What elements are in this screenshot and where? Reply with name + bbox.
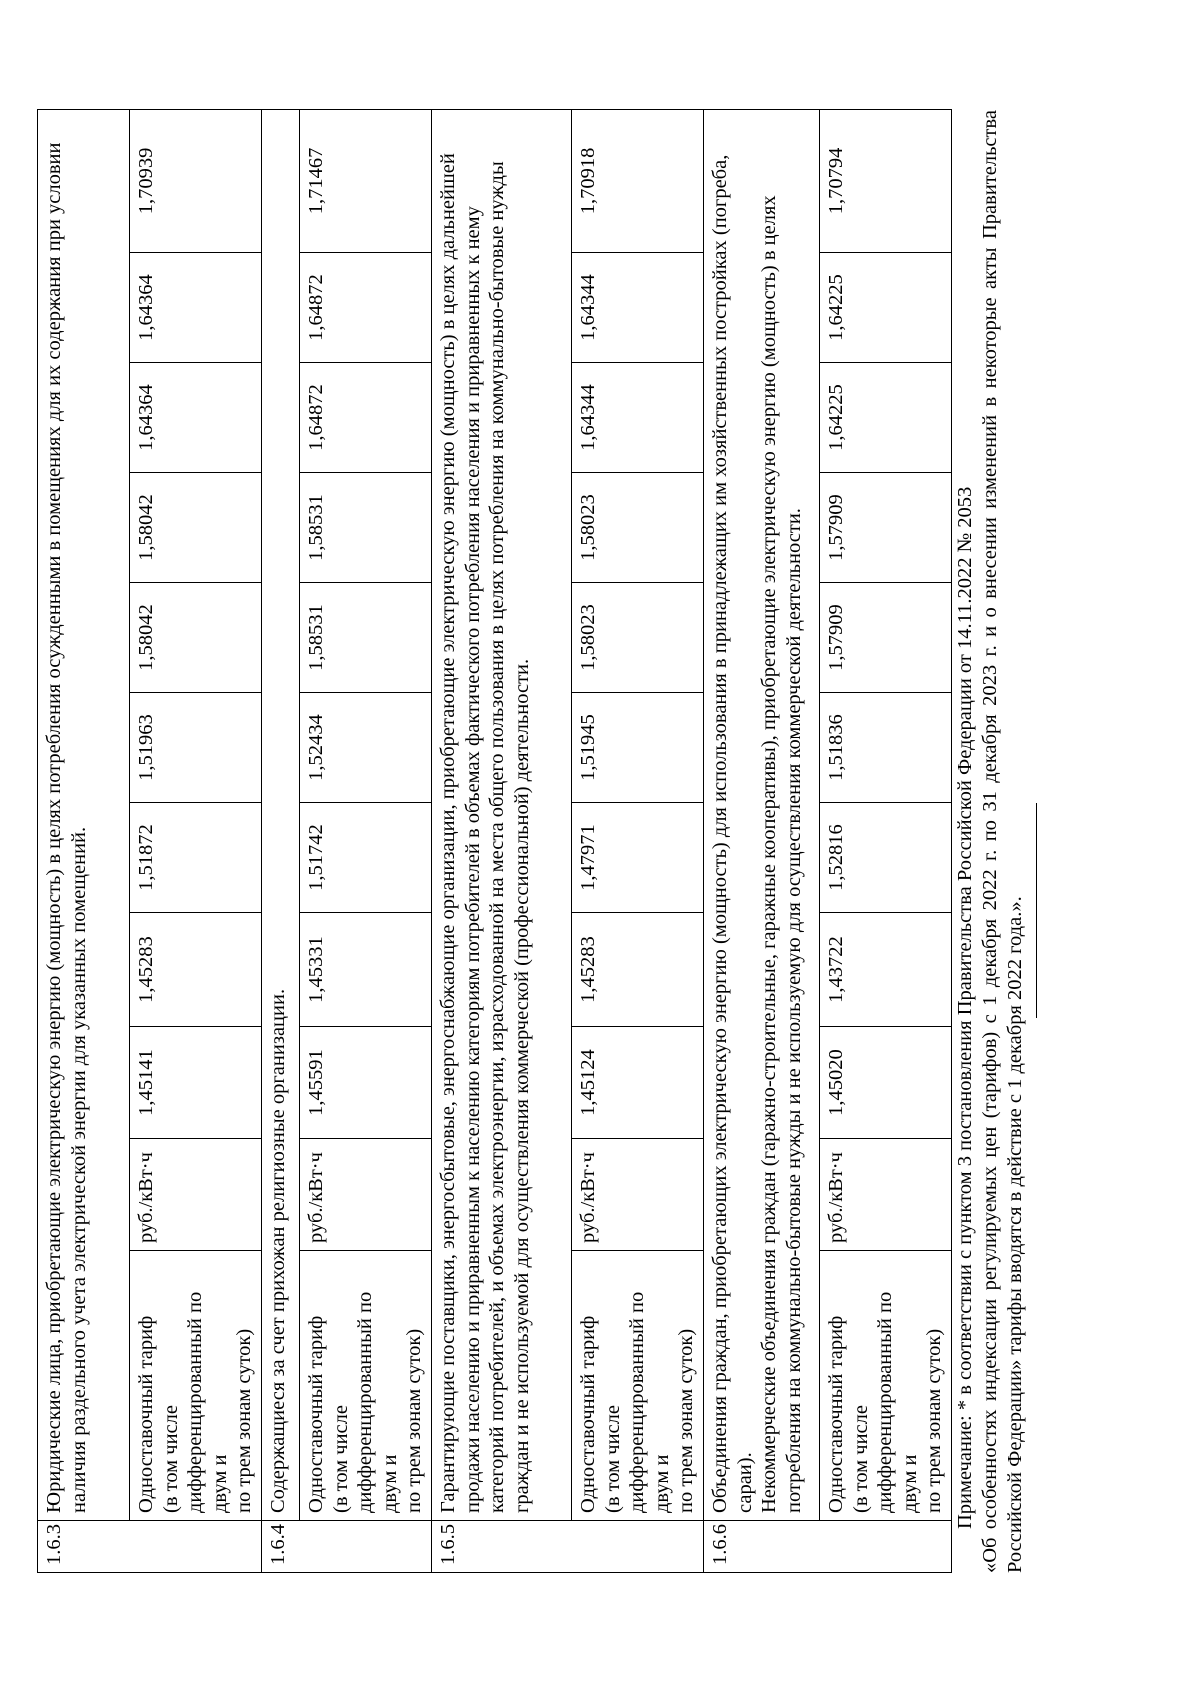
tariff-label bbox=[571, 1251, 703, 1521]
value-cell: 1,64364 bbox=[130, 253, 262, 363]
value-cell: 1,64872 bbox=[299, 253, 431, 363]
tariff-label-line: (в том числе bbox=[159, 1405, 182, 1513]
value-cell: 1,64872 bbox=[299, 363, 431, 473]
tariff-label-line: дифференцированный по двум и bbox=[184, 1291, 231, 1513]
section-description bbox=[703, 109, 819, 1520]
value-cell: 1,70939 bbox=[130, 109, 262, 252]
value-cell: 1,64344 bbox=[571, 253, 703, 363]
footnote bbox=[953, 110, 1028, 1573]
tariff-label-line: Одноставочный тариф bbox=[824, 1315, 847, 1513]
tariff-row bbox=[819, 109, 951, 1572]
value-cell: 1,45141 bbox=[130, 1027, 262, 1139]
unit-cell: руб./кВт·ч bbox=[571, 1139, 703, 1251]
value-cell: 1,51945 bbox=[571, 693, 703, 803]
section-number: 1.6.4 bbox=[261, 1521, 431, 1573]
value-cell: 1,45124 bbox=[571, 1027, 703, 1139]
section-number: 1.6.6 bbox=[703, 1521, 951, 1573]
value-cell: 1,51836 bbox=[819, 693, 951, 803]
unit-cell: руб./кВт·ч bbox=[299, 1139, 431, 1251]
value-cell: 1,71467 bbox=[299, 109, 431, 252]
value-cell: 1,64364 bbox=[130, 363, 262, 473]
tariff-label-line: дифференцированный по двум и bbox=[354, 1291, 401, 1513]
tariff-row bbox=[299, 109, 431, 1572]
description-paragraph: Некоммерческие объединения граждан (гаражно-строительные, гаражные кооперативы), приобретающие электрическую энергию (мощность) в целях потребления на коммунально-бытовые нужды и не используемую для осуществления коммерческой деятельности. bbox=[758, 195, 805, 1513]
tariff-label-line: по трем зонам суток) bbox=[923, 1328, 946, 1513]
value-cell: 1,51872 bbox=[130, 803, 262, 913]
section-row bbox=[38, 109, 130, 1572]
section-description: Содержащиеся за счет прихожан религиозные организации. bbox=[261, 109, 299, 1520]
value-cell: 1,51963 bbox=[130, 693, 262, 803]
value-cell: 1,51742 bbox=[299, 803, 431, 913]
value-cell: 1,45283 bbox=[571, 913, 703, 1027]
tariff-row bbox=[130, 109, 262, 1572]
tariff-label-line: (в том числе bbox=[601, 1405, 624, 1513]
value-cell: 1,58531 bbox=[299, 473, 431, 583]
description-paragraph: Объединения граждан, приобретающих электрическую энергию (мощность) для использования в принадлежащих им хозяйственных постройках (погреба, сараи). bbox=[708, 154, 756, 1513]
tariff-label bbox=[819, 1251, 951, 1521]
section-description: Гарантирующие поставщики, энергосбытовые, энергоснабжающие организации, приобретающие электрическую энергию (мощность) в целях дальнейшей продажи населению и приравненным к населению категориям потребителей в объемах фактического потребления населения и приравненных к нему категорий потребителей, и объемах электроэнергии, израсходованной на места общего пользования в целях потребления на коммунально-бытовые нужды граждан и не используемой для осуществления коммерческой (профессиональной) деятельности. bbox=[431, 109, 571, 1520]
tariff-row bbox=[571, 109, 703, 1572]
unit-cell: руб./кВт·ч bbox=[819, 1139, 951, 1251]
tariff-label bbox=[130, 1251, 262, 1521]
footnote-paragraph-1: Примечание: * в соответствии с пунктом 3 постановления Правительства Российской Федерации от 14.11.2022 № 2053 bbox=[954, 486, 976, 1529]
tariff-label-line: по трем зонам суток) bbox=[403, 1328, 426, 1513]
tariff-label-line: (в том числе bbox=[849, 1405, 872, 1513]
unit-cell: руб./кВт·ч bbox=[130, 1139, 262, 1251]
section-row bbox=[431, 109, 571, 1572]
value-cell: 1,58023 bbox=[571, 473, 703, 583]
value-cell: 1,64225 bbox=[819, 253, 951, 363]
tariff-table bbox=[37, 109, 952, 1573]
tariff-label-line: (в том числе bbox=[329, 1405, 352, 1513]
section-row bbox=[261, 109, 299, 1572]
value-cell: 1,52816 bbox=[819, 803, 951, 913]
value-cell: 1,64225 bbox=[819, 363, 951, 473]
value-cell: 1,45331 bbox=[299, 913, 431, 1027]
value-cell: 1,58023 bbox=[571, 583, 703, 693]
section-description: Юридические лица, приобретающие электрическую энергию (мощность) в целях потребления осужденными в помещениях для их содержания при условии наличия раздельного учета электрической энергии для указанных помещений. bbox=[38, 109, 130, 1520]
section-number: 1.6.3 bbox=[38, 1521, 262, 1573]
value-cell: 1,47971 bbox=[571, 803, 703, 913]
tariff-label-line: дифференцированный по двум и bbox=[626, 1291, 673, 1513]
value-cell: 1,70794 bbox=[819, 109, 951, 252]
end-rule bbox=[1036, 803, 1037, 1018]
value-cell: 1,58042 bbox=[130, 583, 262, 693]
tariff-label-line: Одноставочный тариф bbox=[304, 1315, 327, 1513]
value-cell: 1,43722 bbox=[819, 913, 951, 1027]
section-row bbox=[703, 109, 819, 1572]
tariff-label-line: по трем зонам суток) bbox=[233, 1328, 256, 1513]
tariff-label bbox=[299, 1251, 431, 1521]
value-cell: 1,57909 bbox=[819, 583, 951, 693]
value-cell: 1,57909 bbox=[819, 473, 951, 583]
value-cell: 1,45020 bbox=[819, 1027, 951, 1139]
value-cell: 1,45283 bbox=[130, 913, 262, 1027]
value-cell: 1,70918 bbox=[571, 109, 703, 252]
value-cell: 1,64344 bbox=[571, 363, 703, 473]
value-cell: 1,58042 bbox=[130, 473, 262, 583]
tariff-label-line: Одноставочный тариф bbox=[135, 1315, 157, 1513]
value-cell: 1,52434 bbox=[299, 693, 431, 803]
tariff-label-line: дифференцированный по двум и bbox=[874, 1291, 921, 1513]
value-cell: 1,45591 bbox=[299, 1027, 431, 1139]
tariff-label-line: Одноставочный тариф bbox=[576, 1315, 599, 1513]
tariff-label-line: по трем зонам суток) bbox=[675, 1328, 698, 1513]
section-number: 1.6.5 bbox=[431, 1521, 703, 1573]
footnote-paragraph-2: «Об особенностях индексации регулируемых цен (тарифов) с 1 декабря 2022 г. по 31 декабря 2023 г. и о внесении изменений в некоторые акты Правительства Российской Федерации» тарифы вводятся в действие с 1 декабря 2022 года.». bbox=[979, 110, 1026, 1573]
value-cell: 1,58531 bbox=[299, 583, 431, 693]
